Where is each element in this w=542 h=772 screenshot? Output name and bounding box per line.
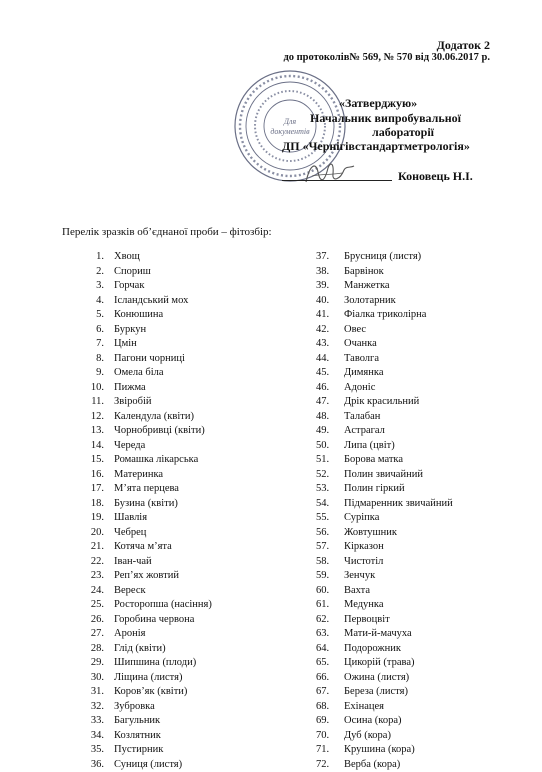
list-item-number: 26.	[82, 613, 110, 628]
list-item-number: 1.	[82, 250, 110, 265]
list-item-name: Шавлія	[110, 511, 147, 526]
list-item	[82, 540, 212, 555]
list-item-number: 4.	[82, 294, 110, 309]
list-item-number: 21.	[82, 540, 110, 555]
list-item-name: Чистотіл	[344, 555, 383, 570]
list-item	[316, 497, 453, 512]
list-item	[82, 250, 212, 265]
list-item-name: Цикорій (трава)	[344, 656, 415, 671]
list-item	[316, 555, 453, 570]
list-item-number: 61.	[316, 598, 344, 613]
list-item	[82, 323, 212, 338]
list-item	[316, 352, 453, 367]
handwritten-signature	[300, 158, 360, 188]
list-item	[316, 569, 453, 584]
list-item-name: Крушина (кора)	[344, 743, 415, 758]
list-item	[316, 511, 453, 526]
list-item-name: Ожина (листя)	[344, 671, 409, 686]
list-item-name: Вахта	[344, 584, 370, 599]
list-item	[316, 337, 453, 352]
list-item-number: 62.	[316, 613, 344, 628]
list-item-name: Чорнобривці (квіти)	[110, 424, 205, 439]
list-item-name: Котяча м’ята	[110, 540, 172, 555]
list-item	[316, 366, 453, 381]
list-item-name: Осина (кора)	[344, 714, 402, 729]
list-item-number: 40.	[316, 294, 344, 309]
list-item	[316, 714, 453, 729]
list-item-number: 3.	[82, 279, 110, 294]
list-item	[316, 700, 453, 715]
list-item-name: Очанка	[344, 337, 377, 352]
list-item-name: Хвощ	[110, 250, 140, 265]
list-item-name: Дуб (кора)	[344, 729, 391, 744]
list-item-number: 2.	[82, 265, 110, 280]
list-item-number: 23.	[82, 569, 110, 584]
list-item	[316, 729, 453, 744]
list-item-name: Конюшина	[110, 308, 163, 323]
list-item	[82, 279, 212, 294]
list-item-number: 11.	[82, 395, 110, 410]
list-item-name: Шипшина (плоди)	[110, 656, 196, 671]
list-item-number: 28.	[82, 642, 110, 657]
list-item	[82, 758, 212, 772]
list-item-name: Пижма	[110, 381, 146, 396]
sample-list-left	[82, 250, 212, 772]
list-item	[316, 526, 453, 541]
list-item-number: 55.	[316, 511, 344, 526]
list-item-name: Росторопша (насіння)	[110, 598, 212, 613]
list-item-name: Верба (кора)	[344, 758, 400, 772]
list-item-number: 24.	[82, 584, 110, 599]
list-item	[82, 627, 212, 642]
list-item-number: 51.	[316, 453, 344, 468]
list-item	[316, 540, 453, 555]
list-item-name: Горчак	[110, 279, 144, 294]
list-item-name: Фіалка триколірна	[344, 308, 426, 323]
list-item-name: Багульник	[110, 714, 160, 729]
list-item-number: 48.	[316, 410, 344, 425]
signature-line	[282, 180, 392, 181]
list-item-number: 49.	[316, 424, 344, 439]
list-item-number: 36.	[82, 758, 110, 772]
list-item-name: Вереск	[110, 584, 146, 599]
list-item-name: М’ята перцева	[110, 482, 179, 497]
list-item	[316, 584, 453, 599]
list-item-number: 32.	[82, 700, 110, 715]
list-item-number: 38.	[316, 265, 344, 280]
list-item	[82, 424, 212, 439]
list-item	[82, 395, 212, 410]
approval-organization: ДП «Чернігівстандартметрологія»	[282, 139, 470, 154]
list-item	[316, 685, 453, 700]
list-item-number: 35.	[82, 743, 110, 758]
list-item-name: Ліщина (листя)	[110, 671, 182, 686]
list-item-name: Мати-й-мачуха	[344, 627, 412, 642]
list-item-number: 46.	[316, 381, 344, 396]
list-item-number: 63.	[316, 627, 344, 642]
addendum-title: Додаток 2	[437, 38, 490, 53]
list-item	[82, 714, 212, 729]
approval-position: Начальник випробувальної	[310, 111, 461, 126]
list-item-number: 10.	[82, 381, 110, 396]
list-item	[82, 656, 212, 671]
list-item-number: 37.	[316, 250, 344, 265]
list-item-name: Календула (квіти)	[110, 410, 194, 425]
list-item-name: Пустирник	[110, 743, 163, 758]
list-item-number: 53.	[316, 482, 344, 497]
list-item-number: 43.	[316, 337, 344, 352]
list-item	[82, 569, 212, 584]
list-item-name: Коров’як (квіти)	[110, 685, 187, 700]
list-item-name: Овес	[344, 323, 366, 338]
list-item-number: 69.	[316, 714, 344, 729]
list-item-number: 6.	[82, 323, 110, 338]
list-item-name: Подорожник	[344, 642, 401, 657]
list-item-name: Суниця (листя)	[110, 758, 182, 772]
list-item	[82, 337, 212, 352]
list-item-number: 52.	[316, 468, 344, 483]
list-item-number: 65.	[316, 656, 344, 671]
list-item-number: 68.	[316, 700, 344, 715]
list-item-name: Іван-чай	[110, 555, 152, 570]
list-item	[316, 613, 453, 628]
list-item-name: Горобина червона	[110, 613, 194, 628]
list-item	[316, 381, 453, 396]
list-item	[82, 700, 212, 715]
list-item-number: 29.	[82, 656, 110, 671]
list-item-name: Аронія	[110, 627, 145, 642]
list-item-number: 7.	[82, 337, 110, 352]
list-item	[82, 294, 212, 309]
list-item-name: Череда	[110, 439, 145, 454]
list-item	[82, 497, 212, 512]
list-item-number: 25.	[82, 598, 110, 613]
list-item-number: 34.	[82, 729, 110, 744]
list-item-number: 22.	[82, 555, 110, 570]
list-item	[316, 265, 453, 280]
list-item	[316, 642, 453, 657]
list-item-number: 30.	[82, 671, 110, 686]
list-item-name: Борова матка	[344, 453, 403, 468]
signer-name: Коновець Н.І.	[398, 169, 473, 184]
list-item	[82, 555, 212, 570]
stamp-text-line1: Для	[283, 117, 297, 126]
list-item-number: 15.	[82, 453, 110, 468]
list-item	[316, 250, 453, 265]
list-item	[316, 656, 453, 671]
list-item	[316, 424, 453, 439]
list-item	[82, 526, 212, 541]
list-item-number: 47.	[316, 395, 344, 410]
list-item-name: Зубровка	[110, 700, 155, 715]
list-item	[316, 323, 453, 338]
list-item-number: 31.	[82, 685, 110, 700]
list-item-number: 64.	[316, 642, 344, 657]
list-item-number: 8.	[82, 352, 110, 367]
list-item-name: Дрік красильний	[344, 395, 419, 410]
list-item-name: Козлятник	[110, 729, 161, 744]
list-item-name: Суріпка	[344, 511, 379, 526]
list-item	[82, 308, 212, 323]
list-item-name: Димянка	[344, 366, 383, 381]
list-item	[316, 743, 453, 758]
list-item-number: 17.	[82, 482, 110, 497]
list-item	[316, 294, 453, 309]
list-item	[82, 410, 212, 425]
list-item-number: 50.	[316, 439, 344, 454]
sample-list-right	[316, 250, 453, 772]
list-item-name: Ромашка лікарська	[110, 453, 198, 468]
list-item-name: Ісландський мох	[110, 294, 188, 309]
list-item-name: Барвінок	[344, 265, 384, 280]
list-item	[316, 598, 453, 613]
list-item-number: 12.	[82, 410, 110, 425]
list-item	[82, 671, 212, 686]
list-item-name: Материнка	[110, 468, 163, 483]
stamp-text-line2: документів	[270, 127, 310, 136]
list-item-name: Медунка	[344, 598, 384, 613]
list-item-name: Кірказон	[344, 540, 384, 555]
list-item	[82, 584, 212, 599]
list-item-number: 14.	[82, 439, 110, 454]
list-item	[316, 482, 453, 497]
list-item-name: Реп’ях жовтий	[110, 569, 179, 584]
list-item-number: 41.	[316, 308, 344, 323]
list-item	[316, 627, 453, 642]
list-item	[316, 758, 453, 772]
list-item-name: Цмін	[110, 337, 137, 352]
list-item-name: Полин звичайний	[344, 468, 423, 483]
list-item-name: Звіробій	[110, 395, 152, 410]
list-item-name: Чебрец	[110, 526, 146, 541]
list-item	[82, 743, 212, 758]
list-item-name: Первоцвіт	[344, 613, 390, 628]
list-item-name: Буркун	[110, 323, 146, 338]
list-item	[316, 453, 453, 468]
list-item-number: 70.	[316, 729, 344, 744]
list-item-name: Ехінацея	[344, 700, 384, 715]
list-item	[82, 265, 212, 280]
list-item-number: 44.	[316, 352, 344, 367]
list-item-number: 60.	[316, 584, 344, 599]
list-item	[316, 468, 453, 483]
list-item-number: 71.	[316, 743, 344, 758]
list-item-name: Пагони чорниці	[110, 352, 185, 367]
list-item-number: 18.	[82, 497, 110, 512]
list-item-number: 5.	[82, 308, 110, 323]
list-item-number: 66.	[316, 671, 344, 686]
list-item	[82, 453, 212, 468]
list-item-name: Спориш	[110, 265, 151, 280]
list-item	[82, 439, 212, 454]
list-item	[82, 685, 212, 700]
protocol-reference: до протоколів№ 569, № 570 від 30.06.2017 р.	[283, 52, 490, 63]
list-item	[316, 439, 453, 454]
list-item-number: 16.	[82, 468, 110, 483]
list-item-number: 58.	[316, 555, 344, 570]
list-item-name: Золотарник	[344, 294, 396, 309]
list-item-number: 39.	[316, 279, 344, 294]
list-item-name: Липа (цвіт)	[344, 439, 395, 454]
list-item-name: Манжетка	[344, 279, 390, 294]
list-item-number: 27.	[82, 627, 110, 642]
list-item	[82, 381, 212, 396]
list-item-number: 20.	[82, 526, 110, 541]
list-item	[82, 511, 212, 526]
list-item-name: Талабан	[344, 410, 380, 425]
list-item-number: 19.	[82, 511, 110, 526]
list-item-name: Полин гіркий	[344, 482, 405, 497]
list-item-number: 13.	[82, 424, 110, 439]
list-item-name: Підмаренник звичайний	[344, 497, 453, 512]
list-item-name: Зенчук	[344, 569, 375, 584]
list-item-name: Жовтушник	[344, 526, 397, 541]
list-item-number: 56.	[316, 526, 344, 541]
list-item	[316, 671, 453, 686]
list-item-number: 59.	[316, 569, 344, 584]
list-item-number: 9.	[82, 366, 110, 381]
approval-lab: лабораторії	[372, 125, 434, 140]
approval-heading: «Затверджую»	[339, 96, 417, 111]
list-item	[82, 642, 212, 657]
list-item-number: 57.	[316, 540, 344, 555]
list-item-name: Береза (листя)	[344, 685, 408, 700]
list-item-name: Бузина (квіти)	[110, 497, 178, 512]
list-item-number: 54.	[316, 497, 344, 512]
list-item	[82, 366, 212, 381]
list-item	[82, 482, 212, 497]
list-intro: Перелік зразків об’єднаної проби – фітозбір:	[62, 226, 272, 238]
list-item	[316, 308, 453, 323]
list-item	[82, 613, 212, 628]
list-item	[316, 410, 453, 425]
list-item-number: 67.	[316, 685, 344, 700]
list-item	[82, 729, 212, 744]
list-item-name: Астрагал	[344, 424, 385, 439]
list-item-name: Адоніс	[344, 381, 375, 396]
list-item-name: Глід (квіти)	[110, 642, 166, 657]
list-item-name: Брусниця (листя)	[344, 250, 421, 265]
list-item-number: 45.	[316, 366, 344, 381]
list-item-number: 72.	[316, 758, 344, 772]
list-item-name: Таволга	[344, 352, 379, 367]
list-item	[316, 279, 453, 294]
list-item-number: 42.	[316, 323, 344, 338]
list-item	[82, 352, 212, 367]
list-item	[82, 598, 212, 613]
list-item-number: 33.	[82, 714, 110, 729]
list-item	[316, 395, 453, 410]
list-item	[82, 468, 212, 483]
list-item-name: Омела біла	[110, 366, 164, 381]
